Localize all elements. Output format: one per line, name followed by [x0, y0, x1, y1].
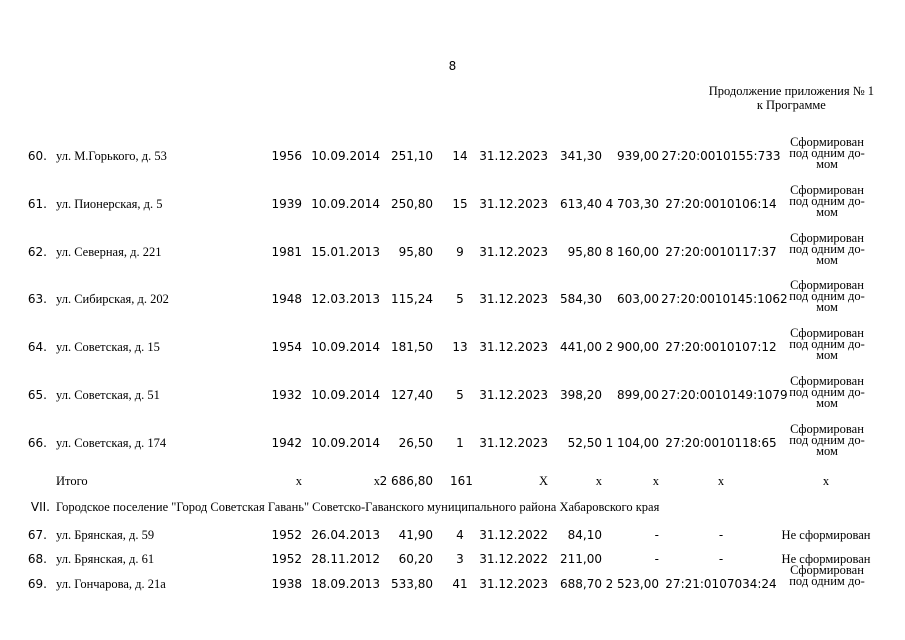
- row-status: Сформирован под одним до-мом: [789, 278, 865, 314]
- row-cadastral-number: 27:20:0010117:37: [665, 245, 777, 259]
- row-address: ул. Северная, д. 221: [56, 245, 162, 259]
- row-status: Не сформирован: [781, 552, 871, 566]
- row-area-total: 211,00: [560, 552, 602, 566]
- row-date-recognized: 28.11.2012: [311, 552, 380, 566]
- row-number: 63.: [27, 292, 47, 306]
- row-cost: -: [654, 528, 659, 542]
- row-year: 1948: [271, 292, 302, 306]
- row-year: 1932: [271, 388, 302, 402]
- row-number: 69.: [27, 577, 47, 591]
- row-date-recognized: 10.09.2014: [311, 436, 380, 450]
- section-number: VII.: [30, 500, 50, 514]
- row-date-planned: 31.12.2023: [479, 245, 548, 259]
- row-cost: 2 523,00: [605, 577, 659, 591]
- row-date-planned: 31.12.2022: [479, 552, 548, 566]
- row-area-resettled: 95,80: [398, 245, 433, 259]
- row-people-count: 3: [456, 552, 464, 566]
- row-date-planned: 31.12.2023: [479, 292, 548, 306]
- row-area-total: 584,30: [560, 292, 602, 306]
- row-area-total: 613,40: [560, 197, 602, 211]
- row-date-planned: 31.12.2023: [479, 436, 548, 450]
- total-date-planned: Х: [538, 474, 548, 488]
- row-status: Сформирован под одним до-мом: [789, 374, 865, 410]
- row-area-resettled: 250,80: [391, 197, 433, 211]
- row-area-total: 441,00: [560, 340, 602, 354]
- row-date-planned: 31.12.2023: [479, 340, 548, 354]
- row-cost: 899,00: [617, 388, 659, 402]
- row-area-total: 688,70: [560, 577, 602, 591]
- row-area-total: 398,20: [560, 388, 602, 402]
- row-number: 62.: [27, 245, 47, 259]
- row-address: ул. Пионерская, д. 5: [56, 197, 163, 211]
- row-cost: 1 104,00: [605, 436, 659, 450]
- row-area-resettled: 251,10: [391, 149, 433, 163]
- row-number: 60.: [27, 149, 47, 163]
- row-date-recognized: 15.01.2013: [311, 245, 380, 259]
- row-cadastral-number: 27:20:0010155:733: [661, 149, 781, 163]
- total-date-recognized: х: [373, 474, 380, 488]
- row-people-count: 14: [452, 149, 468, 163]
- row-number: 66.: [27, 436, 47, 450]
- row-area-resettled: 533,80: [391, 577, 433, 591]
- row-address: ул. Советская, д. 15: [56, 340, 160, 354]
- row-cadastral-number: 27:21:0107034:24: [665, 577, 777, 591]
- total-year: х: [295, 474, 302, 488]
- row-people-count: 1: [456, 436, 464, 450]
- row-year: 1956: [271, 149, 302, 163]
- section-title: Городское поселение "Город Советская Гавань" Советско-Гаванского муниципального района Хабаровского края: [56, 500, 660, 514]
- row-cost: -: [654, 552, 659, 566]
- row-cadastral-number: 27:20:0010145:1062: [661, 292, 788, 306]
- row-year: 1981: [271, 245, 302, 259]
- total-cost: х: [652, 474, 659, 488]
- row-year: 1952: [271, 552, 302, 566]
- total-people-count: 161: [450, 474, 473, 488]
- page-number: 8: [448, 59, 457, 73]
- total-area-total: х: [595, 474, 602, 488]
- row-status: Сформирован под одним до-мом: [789, 135, 865, 171]
- row-status: Сформирован под одним до-: [789, 563, 865, 588]
- row-status: Сформирован под одним до-мом: [789, 422, 865, 458]
- row-area-resettled: 26,50: [398, 436, 433, 450]
- row-people-count: 13: [452, 340, 468, 354]
- row-area-resettled: 41,90: [398, 528, 433, 542]
- row-people-count: 5: [456, 388, 464, 402]
- row-cadastral-number: -: [718, 552, 724, 566]
- row-cadastral-number: 27:20:0010149:1079: [661, 388, 788, 402]
- row-number: 67.: [27, 528, 47, 542]
- row-year: 1952: [271, 528, 302, 542]
- row-area-resettled: 115,24: [391, 292, 433, 306]
- row-date-planned: 31.12.2023: [479, 577, 548, 591]
- appendix-line-1: Продолжение приложения № 1: [708, 84, 874, 98]
- row-year: 1938: [271, 577, 302, 591]
- row-people-count: 5: [456, 292, 464, 306]
- row-people-count: 15: [452, 197, 468, 211]
- row-year: 1954: [271, 340, 302, 354]
- row-people-count: 9: [456, 245, 464, 259]
- row-cost: 603,00: [617, 292, 659, 306]
- total-label: Итого: [56, 474, 88, 488]
- row-people-count: 4: [456, 528, 464, 542]
- row-people-count: 41: [452, 577, 468, 591]
- total-cadastral: х: [717, 474, 725, 488]
- row-address: ул. М.Горького, д. 53: [56, 149, 167, 163]
- row-address: ул. Сибирская, д. 202: [56, 292, 169, 306]
- row-date-planned: 31.12.2023: [479, 388, 548, 402]
- total-area-resettled: 2 686,80: [379, 474, 433, 488]
- row-area-total: 84,10: [567, 528, 602, 542]
- row-date-recognized: 26.04.2013: [311, 528, 380, 542]
- row-year: 1939: [271, 197, 302, 211]
- row-cadastral-number: 27:20:0010106:14: [665, 197, 777, 211]
- row-cost: 4 703,30: [605, 197, 659, 211]
- row-number: 65.: [27, 388, 47, 402]
- total-status: х: [822, 474, 830, 488]
- row-number: 64.: [27, 340, 47, 354]
- row-address: ул. Брянская, д. 59: [56, 528, 155, 542]
- row-address: ул. Советская, д. 51: [56, 388, 160, 402]
- row-address: ул. Брянская, д. 61: [56, 552, 155, 566]
- row-date-recognized: 12.03.2013: [311, 292, 380, 306]
- row-status: Сформирован под одним до-мом: [789, 326, 865, 362]
- row-date-planned: 31.12.2023: [479, 149, 548, 163]
- row-cadastral-number: 27:20:0010107:12: [665, 340, 777, 354]
- row-cadastral-number: -: [718, 528, 724, 542]
- row-date-recognized: 10.09.2014: [311, 149, 380, 163]
- appendix-line-2: к Программе: [756, 98, 826, 112]
- row-date-planned: 31.12.2023: [479, 197, 548, 211]
- row-area-resettled: 60,20: [398, 552, 433, 566]
- row-address: ул. Советская, д. 174: [56, 436, 167, 450]
- row-year: 1942: [271, 436, 302, 450]
- row-area-total: 95,80: [567, 245, 602, 259]
- row-area-resettled: 181,50: [391, 340, 433, 354]
- row-date-recognized: 10.09.2014: [311, 388, 380, 402]
- row-number: 68.: [27, 552, 47, 566]
- row-area-total: 341,30: [560, 149, 602, 163]
- row-date-recognized: 18.09.2013: [311, 577, 380, 591]
- row-cost: 2 900,00: [605, 340, 659, 354]
- row-address: ул. Гончарова, д. 21а: [56, 577, 166, 591]
- row-cost: 939,00: [617, 149, 659, 163]
- row-status: Не сформирован: [781, 528, 871, 542]
- row-area-resettled: 127,40: [391, 388, 433, 402]
- row-date-planned: 31.12.2022: [479, 528, 548, 542]
- row-cost: 8 160,00: [605, 245, 659, 259]
- row-status: Сформирован под одним до-мом: [789, 231, 865, 267]
- row-status: Сформирован под одним до-мом: [789, 183, 865, 219]
- row-area-total: 52,50: [567, 436, 602, 450]
- row-date-recognized: 10.09.2014: [311, 340, 380, 354]
- row-number: 61.: [27, 197, 47, 211]
- row-cadastral-number: 27:20:0010118:65: [665, 436, 777, 450]
- row-date-recognized: 10.09.2014: [311, 197, 380, 211]
